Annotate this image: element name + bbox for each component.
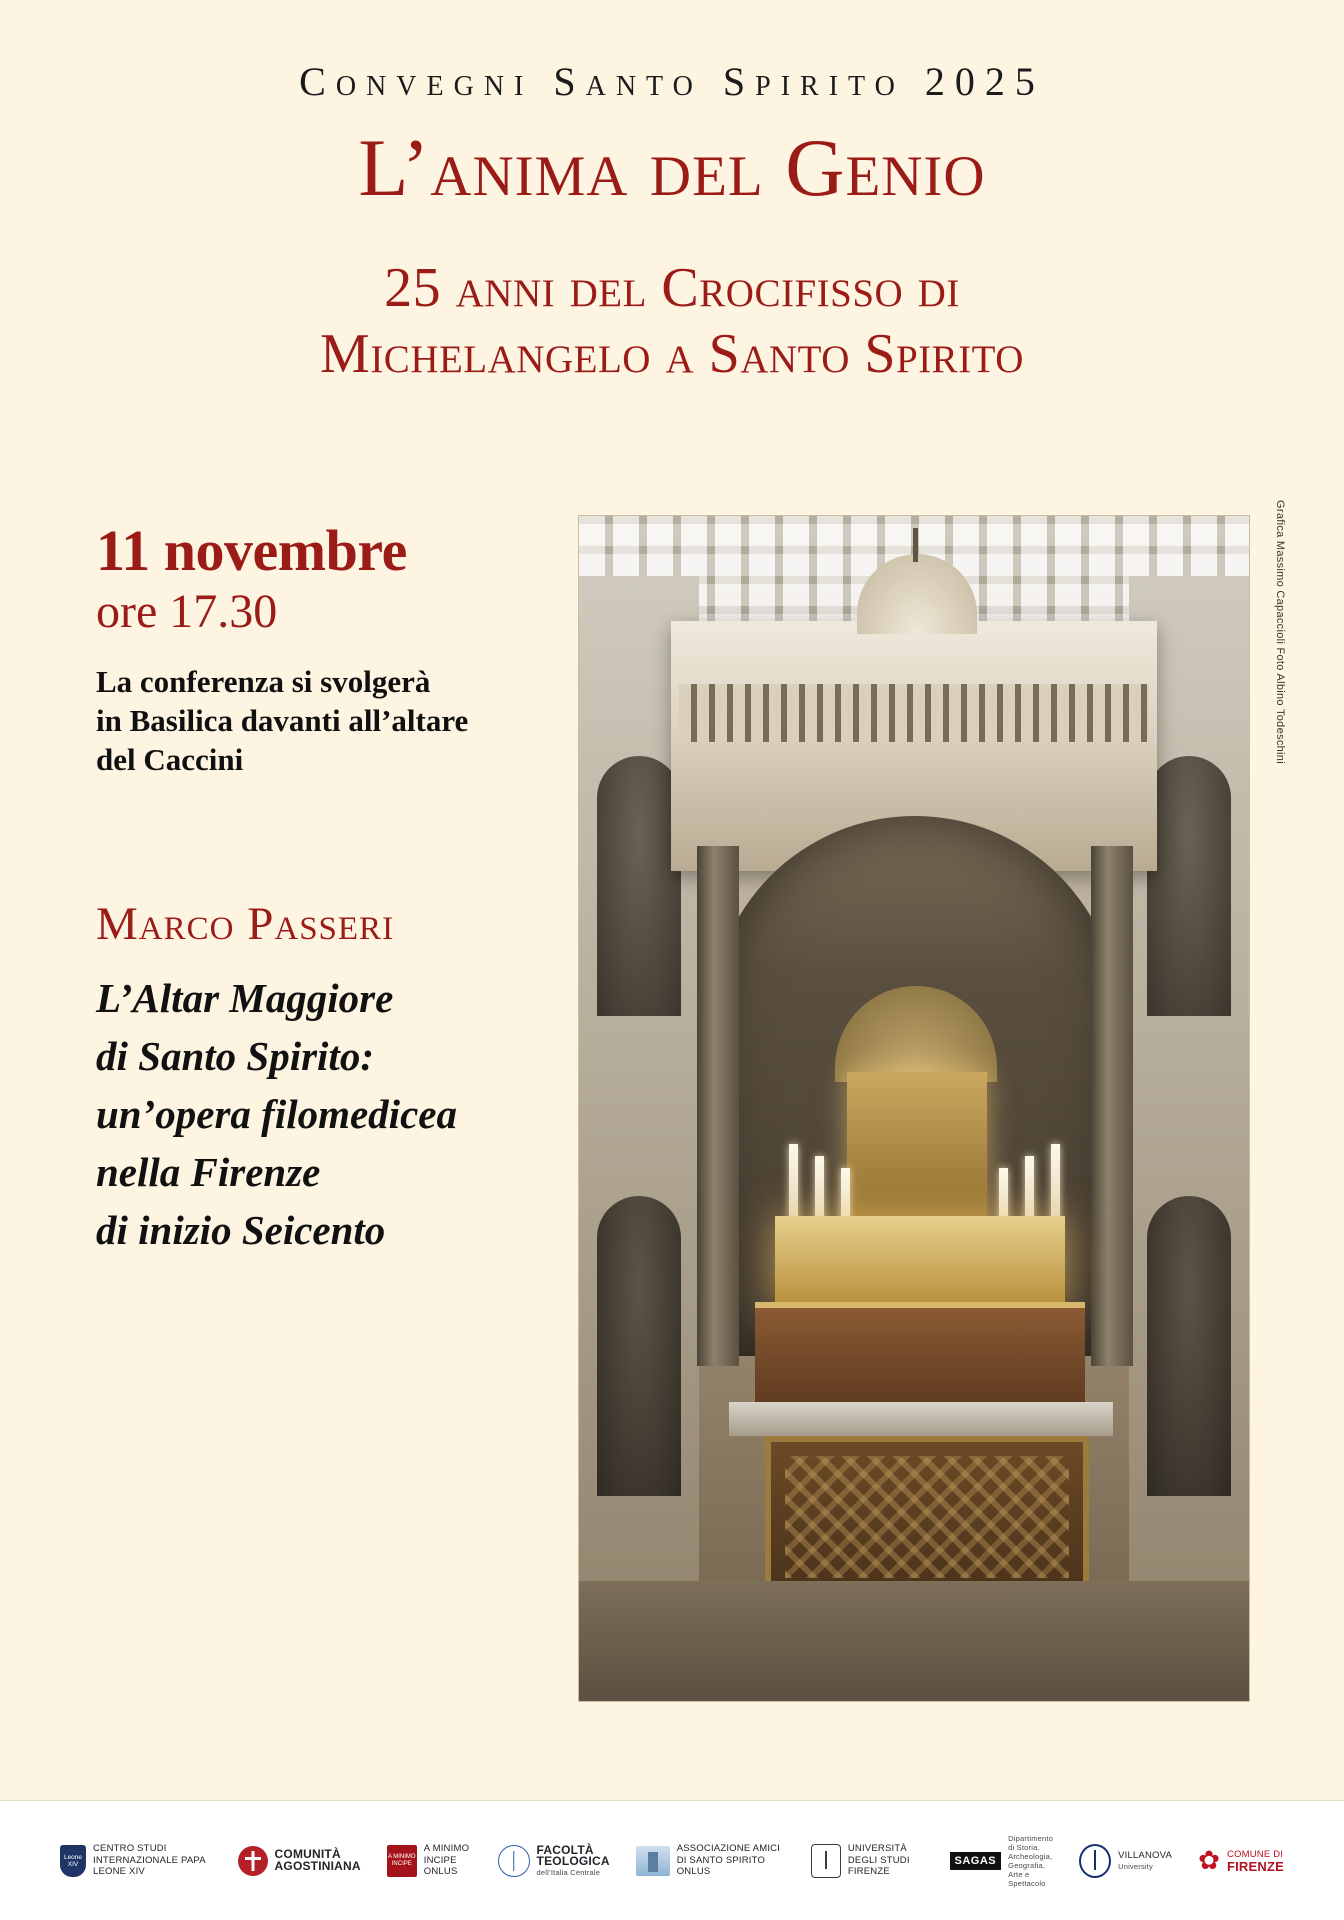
altar-antependium — [765, 1436, 1089, 1598]
logo-comunita-agostiniana-label — [275, 1849, 361, 1872]
event-time: ore 17.30 — [96, 585, 278, 638]
talk-title-line-4: nella Firenze — [96, 1149, 321, 1195]
logo-line-2: DEGLI STUDI — [847, 1854, 910, 1866]
logo-line-1: FACOLTÀ — [536, 1842, 594, 1857]
logo-sagas-label — [1008, 1834, 1053, 1888]
logo-line-2: Archeologia, Geografia, — [1008, 1851, 1053, 1870]
cross-finial-icon — [913, 528, 918, 562]
logo-line-3: dell’Italia Centrale — [536, 1867, 601, 1877]
talk-title-line-2: di Santo Spirito: — [96, 1033, 374, 1079]
logo-line-2: INCIPE ONLUS — [423, 1854, 458, 1878]
circle-cross-icon — [498, 1845, 530, 1877]
logo-universita-firenze — [811, 1843, 924, 1878]
church-floor — [579, 1581, 1249, 1701]
photo-credit: Grafica Massimo Capaccioli Foto Albino Todeschini — [1274, 500, 1286, 764]
logo-universita-firenze-label — [848, 1843, 924, 1878]
logo-line-1: ASSOCIAZIONE AMICI — [676, 1843, 781, 1855]
venue-line-3: del Caccini — [96, 742, 244, 777]
logo-amici-santo-spirito-label — [677, 1843, 785, 1878]
page-title: L’anima del Genio — [358, 122, 986, 213]
cross-emblem-icon — [238, 1846, 268, 1876]
university-crest-icon — [811, 1844, 841, 1878]
tabernacle — [847, 1072, 987, 1222]
logo-villanova-university — [1079, 1844, 1172, 1878]
logo-line-3: FIRENZE — [847, 1866, 890, 1878]
incipe-emblem-icon — [387, 1845, 417, 1877]
column-right — [1091, 846, 1133, 1366]
logo-sagas — [950, 1834, 1054, 1888]
logo-centro-studi-label — [93, 1843, 212, 1878]
event-date: 11 novembre — [96, 518, 407, 583]
logo-line-1: COMUNITÀ — [274, 1847, 341, 1861]
altar-body — [755, 1302, 1085, 1408]
incipe-emblem-text: A MINIMO INCIPE — [387, 1845, 417, 1877]
church-icon — [636, 1846, 670, 1876]
subtitle-line-1: 25 anni del Crocifisso di — [384, 257, 960, 319]
venue-line-1: La conferenza si svolgerà — [96, 664, 431, 699]
logo-amici-santo-spirito — [636, 1843, 785, 1878]
baldachin-balustrade — [679, 684, 1149, 742]
villanova-seal-icon — [1079, 1844, 1111, 1878]
talk-title-line-5: di inizio Seicento — [96, 1207, 386, 1253]
sagas-wordmark-text: SAGAS — [950, 1852, 1002, 1870]
logo-line-3: PAPA LEONE XIV — [93, 1854, 206, 1878]
logo-facolta-teologica — [498, 1842, 610, 1877]
logo-line-1: Dipartimento di Storia, — [1008, 1833, 1054, 1852]
sagas-wordmark-icon — [950, 1852, 1002, 1870]
series-heading: Convegni Santo Spirito 2025 — [299, 59, 1045, 104]
talk-title-line-1: L’Altar Maggiore — [96, 975, 394, 1021]
logo-line-1: VILLANOVA — [1118, 1850, 1172, 1862]
shield-icon-text: Leone XIV — [60, 1845, 86, 1877]
altar-photograph — [578, 515, 1250, 1702]
logo-line-2: INTERNAZIONALE — [93, 1854, 179, 1866]
venue-line-2: in Basilica davanti all’altare — [96, 703, 469, 738]
logo-centro-studi — [60, 1843, 212, 1878]
logo-line-2: FIRENZE — [1226, 1858, 1284, 1874]
logo-line-2: DI SANTO SPIRITO ONLUS — [676, 1854, 766, 1878]
logo-a-minimo-incipe — [387, 1843, 472, 1878]
logo-line-2: University — [1118, 1861, 1154, 1871]
logo-line-1: A MINIMO — [423, 1843, 470, 1855]
subtitle-line-2: Michelangelo a Santo Spirito — [320, 323, 1024, 385]
subtitle — [0, 255, 1344, 387]
event-details — [96, 520, 566, 1259]
column-left — [697, 846, 739, 1366]
shield-icon — [60, 1845, 86, 1877]
altar-retable — [775, 1216, 1065, 1306]
logo-a-minimo-incipe-label — [424, 1843, 472, 1878]
logo-facolta-teologica-label — [536, 1842, 610, 1877]
talk-title-line-3: un’opera filomedicea — [96, 1091, 457, 1137]
giglio-icon: ✿ — [1198, 1844, 1220, 1875]
logo-line-1: CENTRO STUDI — [93, 1843, 167, 1855]
venue-note — [96, 662, 566, 779]
speaker-name: Marco Passeri — [96, 898, 395, 950]
photo-illustration — [579, 516, 1249, 1701]
logo-comunita-agostiniana — [238, 1846, 361, 1876]
logo-line-3: Arte e Spettacolo — [1008, 1869, 1046, 1888]
logo-line-2: AGOSTINIANA — [274, 1858, 361, 1873]
logo-line-2: TEOLOGICA — [536, 1854, 610, 1868]
logo-comune-di-firenze — [1198, 1846, 1284, 1876]
logo-line-1: COMUNE DI — [1226, 1849, 1284, 1860]
sponsor-logo-bar — [0, 1800, 1344, 1920]
logo-comune-di-firenze-label — [1227, 1849, 1284, 1872]
logo-villanova-label — [1118, 1850, 1172, 1871]
altar-mensa — [729, 1402, 1113, 1436]
talk-title — [96, 969, 566, 1259]
logo-line-1: UNIVERSITÀ — [847, 1843, 907, 1855]
